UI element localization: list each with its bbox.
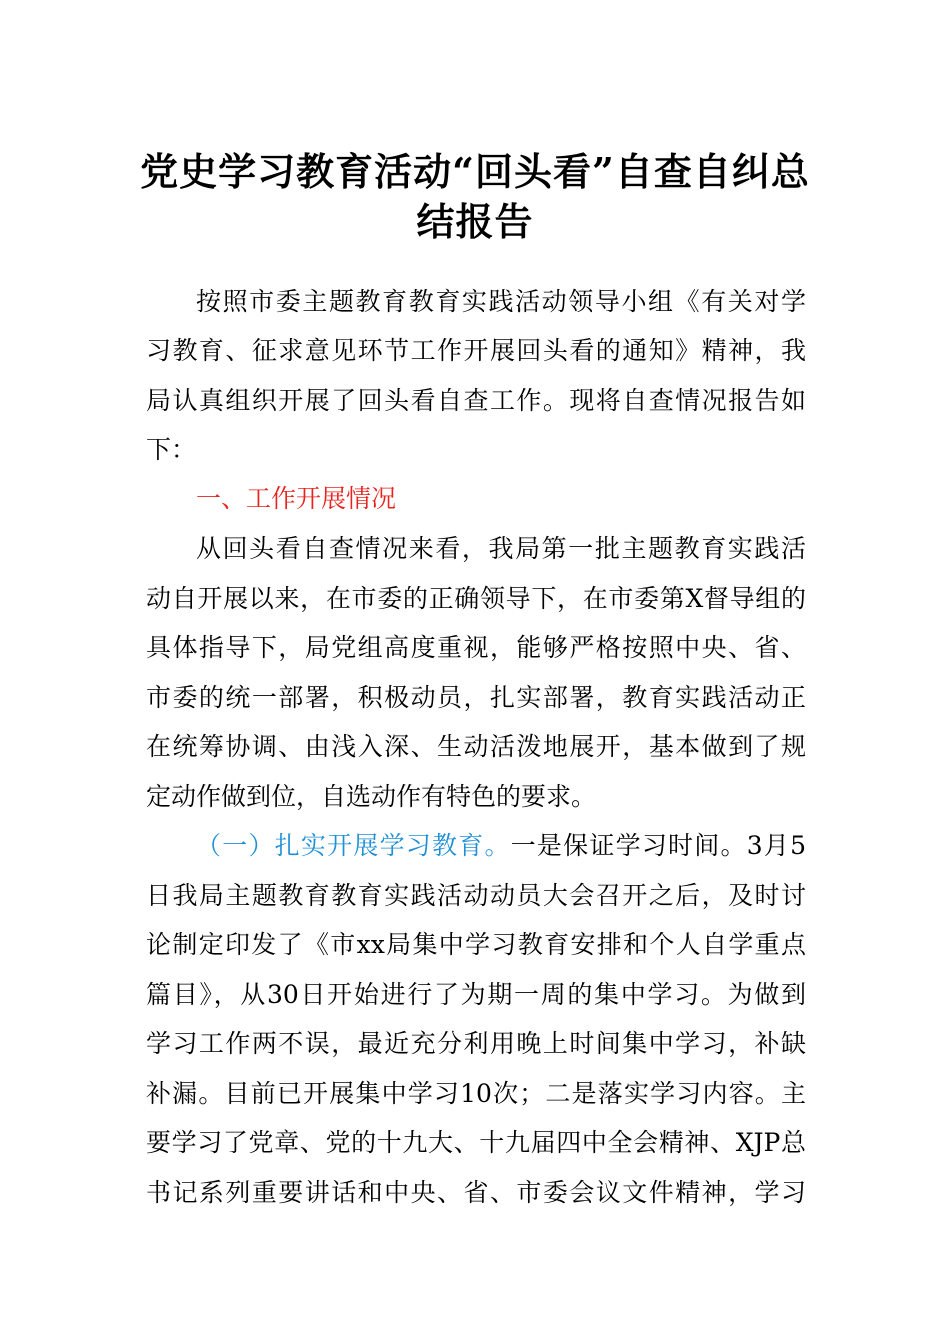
subsection1-line-7: 要学习了党章、党的十九大、十九届四中全会精神、XJP总: [146, 1128, 806, 1157]
intro-line-2: 习教育、征求意见环节工作开展回头看的通知》精神，我: [146, 336, 806, 365]
section1-line-2: 动自开展以来，在市委的正确领导下，在市委第X督导组的: [146, 584, 806, 613]
subsection1-line-8: 书记系列重要讲话和中央、省、市委会议文件精神，学习: [146, 1178, 806, 1207]
subsection1-line-1-rest: 一是保证学习时间。3月5: [510, 831, 806, 860]
intro-line-4: 下：: [146, 435, 197, 464]
section1-line-3: 具体指导下，局党组高度重视，能够严格按照中央、省、: [146, 633, 806, 662]
document-title-line-2: 结报告: [416, 199, 534, 244]
subsection1-line-2: 日我局主题教育教育实践活动动员大会召开之后，及时讨: [146, 881, 806, 910]
intro-line-1: 按照市委主题教育教育实践活动领导小组《有关对学: [196, 287, 806, 316]
section1-line-5: 在统筹协调、由浅入深、生动活泼地展开，基本做到了规: [146, 732, 806, 761]
section1-line-6: 定动作做到位，自选动作有特色的要求。: [146, 782, 597, 811]
document-title-line-1: 党史学习教育活动“回头看”自查自纠总: [140, 149, 810, 194]
section-heading-work-status: 一、工作开展情况: [196, 484, 397, 513]
subsection1-line-3: 论制定印发了《市xx局集中学习教育安排和个人自学重点: [146, 930, 806, 959]
subsection1-line-1: [196, 828, 806, 864]
section1-line-4: 市委的统一部署，积极动员，扎实部署，教育实践活动正: [146, 683, 806, 712]
section1-line-1: 从回头看自查情况来看，我局第一批主题教育实践活: [196, 534, 806, 563]
subsection1-line-6: 补漏。目前已开展集中学习10次；二是落实学习内容。主: [146, 1079, 806, 1108]
subsection-heading-study: （一）扎实开展学习教育。: [196, 831, 511, 860]
subsection1-line-5: 学习工作两不误，最近充分利用晚上时间集中学习，补缺: [146, 1029, 806, 1058]
subsection1-line-4: 篇目》，从30日开始进行了为期一周的集中学习。为做到: [146, 980, 806, 1009]
intro-line-3: 局认真组织开展了回头看自查工作。现将自查情况报告如: [146, 386, 806, 415]
